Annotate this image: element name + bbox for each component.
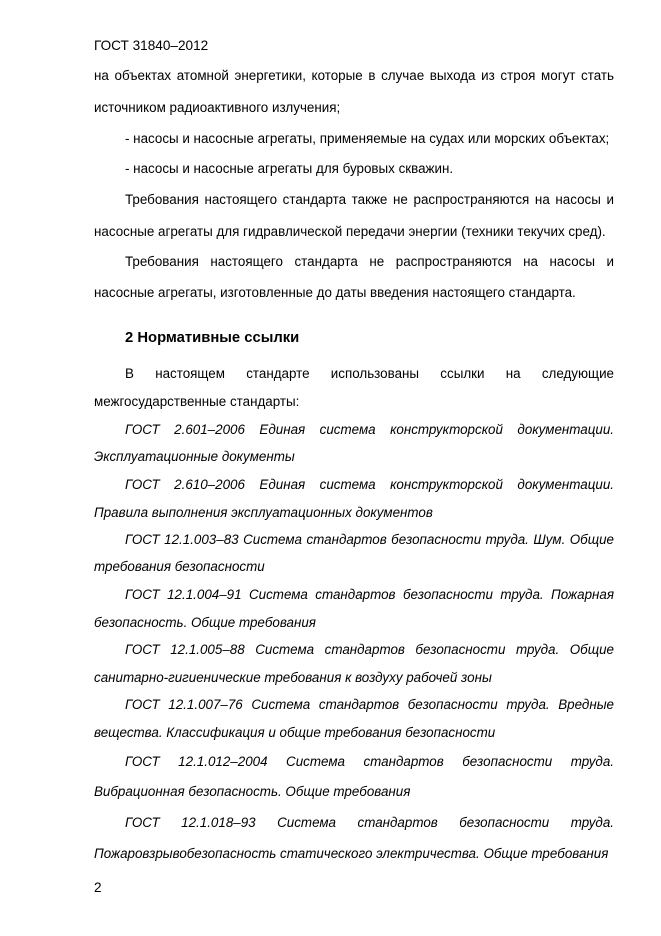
document-header-code: ГОСТ 31840–2012	[94, 38, 209, 53]
reference-entry-continuation: Пожаровзрывобезопасность статического электричества. Общие требования	[94, 846, 609, 861]
scope-text-line: на объектах атомной энергетики, которые в случае выхода из строя могут стать	[94, 68, 614, 83]
reference-entry-continuation: Правила выполнения эксплуатационных документов	[94, 505, 433, 520]
reference-entry-continuation: санитарно-гигиенические требования к воздуху рабочей зоны	[94, 670, 492, 685]
reference-entry: ГОСТ 12.1.005–88 Система стандартов безопасности труда. Общие	[125, 642, 614, 657]
page-number: 2	[94, 880, 102, 895]
section-heading: 2 Нормативные ссылки	[125, 330, 300, 346]
reference-entry-continuation: безопасность. Общие требования	[94, 615, 316, 630]
references-intro-line: В настоящем стандарте использованы ссылки на следующие	[125, 366, 614, 381]
scope-text-line: насосные агрегаты для гидравлической передачи энергии (техники текучих сред).	[94, 224, 606, 239]
reference-entry: ГОСТ 12.1.007–76 Система стандартов безопасности труда. Вредные	[125, 697, 614, 712]
reference-entry: ГОСТ 12.1.004–91 Система стандартов безопасности труда. Пожарная	[125, 587, 614, 602]
reference-entry-continuation: вещества. Классификация и общие требования безопасности	[94, 725, 496, 740]
reference-entry: ГОСТ 12.1.012–2004 Система стандартов безопасности труда.	[125, 754, 614, 769]
reference-entry-continuation: требования безопасности	[94, 559, 265, 574]
scope-text-line: Требования настоящего стандарта также не распространяются на насосы и	[125, 192, 614, 207]
reference-entry: ГОСТ 2.610–2006 Единая система конструкторской документации.	[125, 477, 614, 492]
reference-entry: ГОСТ 12.1.018–93 Система стандартов безопасности труда.	[125, 815, 614, 830]
reference-entry: ГОСТ 12.1.003–83 Система стандартов безопасности труда. Шум. Общие	[125, 532, 614, 547]
scope-text-line: Требования настоящего стандарта не распространяются на насосы и	[125, 254, 614, 269]
scope-text-line: источником радиоактивного излучения;	[94, 100, 341, 115]
reference-entry: ГОСТ 2.601–2006 Единая система конструкторской документации.	[125, 422, 614, 437]
scope-list-item: - насосы и насосные агрегаты для буровых скважин.	[125, 161, 454, 176]
reference-entry-continuation: Вибрационная безопасность. Общие требования	[94, 784, 411, 799]
references-intro-line: межгосударственные стандарты:	[94, 394, 300, 409]
scope-list-item: - насосы и насосные агрегаты, применяемые на судах или морских объектах;	[125, 131, 610, 146]
reference-entry-continuation: Эксплуатационные документы	[94, 449, 295, 464]
scope-text-line: насосные агрегаты, изготовленные до даты введения настоящего стандарта.	[94, 285, 576, 300]
